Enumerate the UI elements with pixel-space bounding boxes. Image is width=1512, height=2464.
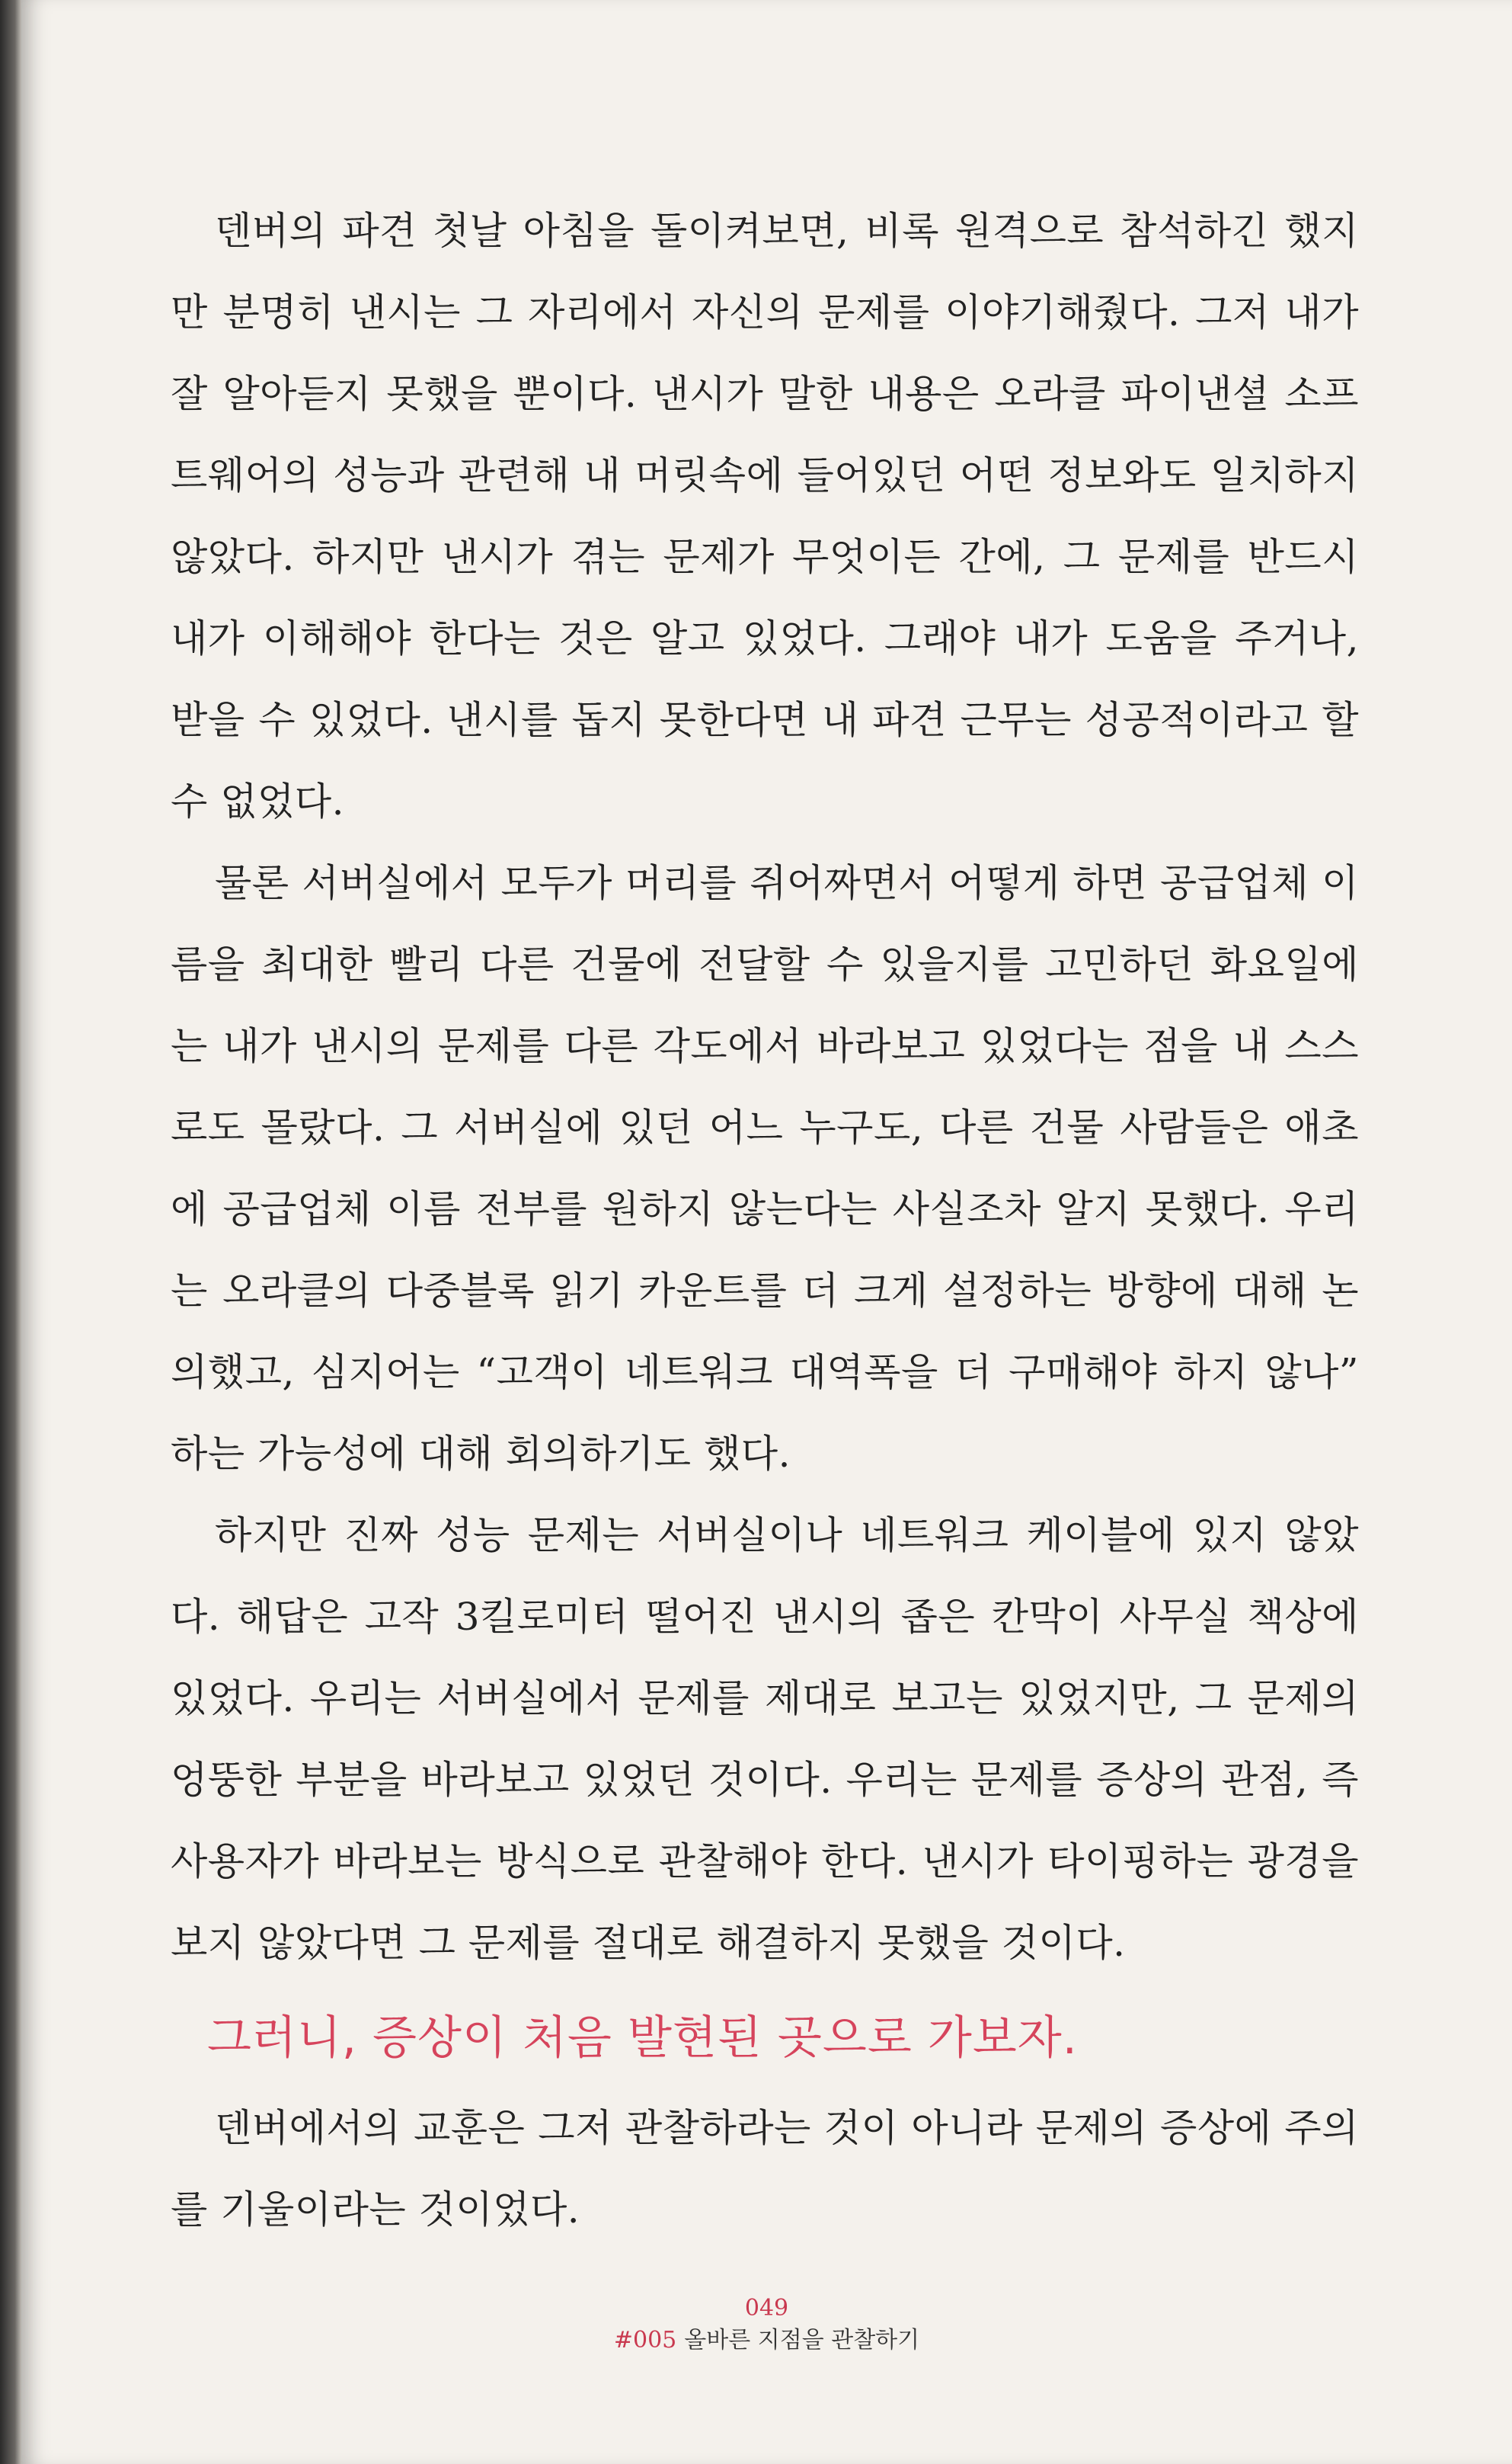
paragraph-1: 덴버의 파견 첫날 아침을 돌이켜보면, 비록 원격으로 참석하긴 했지만 분명히 낸시는 그 자리에서 자신의 문제를 이야기해줬다. 그저 내가 잘 알아듣지 못했을 뿐이다. 낸시가 말한 내용은 오라클 파이낸셜 소프트웨어의 성능과 관련해 내 머릿속에 들어있던 어떤 정보와도 일치하지 않았다. 하지만 낸시가 겪는 문제가 무엇이든 간에, 그 문제를 반드시 내가 이해해야 한다는 것은 알고 있었다. 그래야 내가 도움을 주거나, 받을 수 있었다. 낸시를 돕지 못한다면 내 파견 근무는 성공적이라고 할 수 없었다. xyxy=(171,209,1359,824)
book-page xyxy=(21,0,1512,2464)
closing-paragraph: 덴버에서의 교훈은 그저 관찰하라는 것이 아니라 문제의 증상에 주의를 기울이라는 것이었다. xyxy=(171,2106,1359,2232)
page-footer xyxy=(21,2293,1512,2357)
chapter-code: #005 xyxy=(613,2327,677,2354)
body-text xyxy=(171,190,1359,2251)
paragraph-2: 물론 서버실에서 모두가 머리를 쥐어짜면서 어떻게 하면 공급업체 이름을 최대한 빨리 다른 건물에 전달할 수 있을지를 고민하던 화요일에는 내가 낸시의 문제를 다른 각도에서 바라보고 있었다는 점을 내 스스로도 몰랐다. 그 서버실에 있던 어느 누구도, 다른 건물 사람들은 애초에 공급업체 이름 전부를 원하지 않는다는 사실조차 알지 못했다. 우리는 오라클의 다중블록 읽기 카운트를 더 크게 설정하는 방향에 대해 논의했고, 심지어는 “고객이 네트워크 대역폭을 더 구매해야 하지 않나” 하는 가능성에 대해 회의하기도 했다. xyxy=(171,861,1359,1476)
paragraph-3: 하지만 진짜 성능 문제는 서버실이나 네트워크 케이블에 있지 않았다. 해답은 고작 3킬로미터 떨어진 낸시의 좁은 칸막이 사무실 책상에 있었다. 우리는 서버실에서 문제를 제대로 보고는 있었지만, 그 문제의 엉뚱한 부분을 바라보고 있었던 것이다. 우리는 문제를 증상의 관점, 즉 사용자가 바라보는 방식으로 관찰해야 한다. 낸시가 타이핑하는 광경을 보지 않았다면 그 문제를 절대로 해결하지 못했을 것이다. xyxy=(171,1513,1359,1965)
chapter-title: 올바른 지점을 관찰하기 xyxy=(684,2327,920,2354)
running-footer xyxy=(21,2324,1512,2357)
page-number: 049 xyxy=(744,2295,789,2322)
book-spine-edge xyxy=(0,0,21,2464)
section-heading: 그러니, 증상이 처음 발현된 곳으로 가보자. xyxy=(207,2011,1078,2065)
